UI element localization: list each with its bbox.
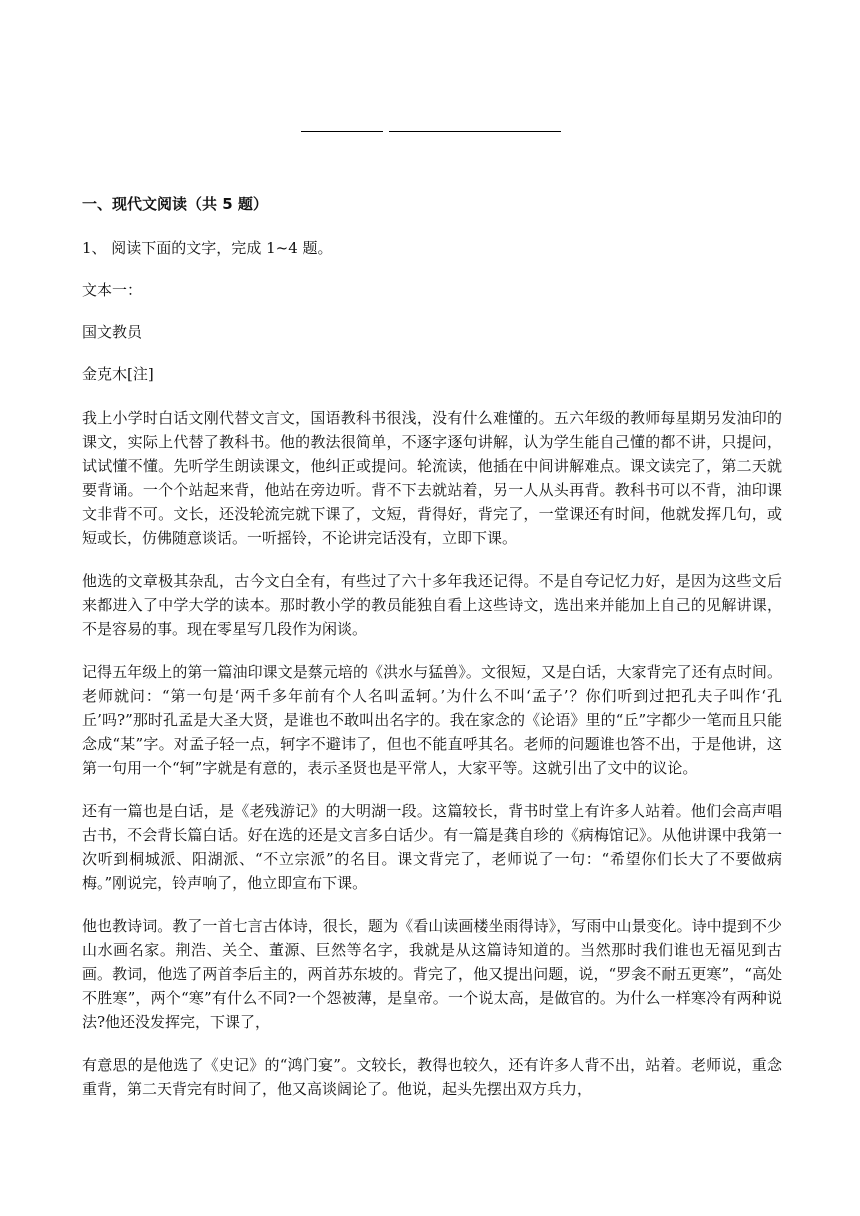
- paragraph: 有意思的是他选了《史记》的“鸿门宴”。文较长，教得也较久，还有许多人背不出，站着。老师说，重念重背，第二天背完有时间了，他又高谈阔论了。他说，起头先摆出双方兵力，: [82, 1056, 782, 1098]
- paragraph: 还有一篇也是白话，是《老残游记》的大明湖一段。这篇较长，背书时堂上有许多人站着。他们会高声唱古书，不会背长篇白话。好在选的还是文言多白话少。有一篇是龚自珍的《病梅馆记》。从他讲课中我第一次听到桐城派、阳湖派、“不立宗派”的名目。课文背完了，老师说了一句：“希望你们长大了不要做病梅。”刚说完，铃声响了，他立即宣布下课。: [82, 802, 782, 892]
- text-label: 文本一：: [82, 281, 143, 299]
- blank-line: [301, 131, 383, 132]
- paragraph: 记得五年级上的第一篇油印课文是蔡元培的《洪水与猛兽》。文很短，又是白话，大家背完了还有点时间。老师就问：“第一句是‘两千多年前有个人名叫孟轲。’为什么不叫‘孟子’？你们听到过把孔夫子叫作‘孔丘’吗?”那时孔孟是大圣大贤，是谁也不敢叫出名字的。我在家念的《论语》里的“丘”字都少一笔而且只能念成“某”字。对孟子轻一点，轲字不避讳了，但也不能直呼其名。老师的问题谁也答不出，于是他讲，这第一句用一个“轲”字就是有意的，表示圣贤也是平常人，大家平等。这就引出了文中的议论。: [82, 663, 782, 777]
- document-body: [82, 192, 782, 1120]
- article-author: 金克木[注]: [82, 365, 154, 383]
- article-title: 国文教员: [82, 323, 143, 341]
- paragraph: 他也教诗词。教了一首七言古体诗，很长，题为《看山读画楼坐雨得诗》，写雨中山景变化。诗中提到不少山水画名家。荆浩、关仝、董源、巨然等名字，我就是从这篇诗知道的。当然那时我们谁也无福见到古画。教词，他选了两首李后主的，两首苏东坡的。背完了，他又提出问题，说，“罗衾不耐五更寒”，“高处不胜寒”，两个“寒”有什么不同?一个怨被薄，是皇帝。一个说太高，是做官的。为什么一样寒冷有两种说法?他还没发挥完，下课了，: [82, 917, 782, 1031]
- paragraph: 他选的文章极其杂乱，古今文白全有，有些过了六十多年我还记得。不是自夸记忆力好，是因为这些文后来都进入了中学大学的读本。那时教小学的教员能独自看上这些诗文，选出来并能加上自己的见解讲课，不是容易的事。现在零星写几段作为闲谈。: [82, 572, 782, 638]
- header-blank-lines: [301, 118, 563, 132]
- paragraph: 我上小学时白话文刚代替文言文，国语教科书很浅，没有什么难懂的。五六年级的教师每星期另发油印的课文，实际上代替了教科书。他的教法很简单，不逐字逐句讲解，认为学生能自己懂的都不讲，只提问，试试懂不懂。先听学生朗读课文，他纠正或提问。轮流读，他插在中间讲解难点。课文读完了，第二天就要背诵。一个个站起来背，他站在旁边听。背不下去就站着，另一人从头再背。教科书可以不背，油印课文非背不可。文长，还没轮流完就下课了，文短，背得好，背完了，一堂课还有时间，他就发挥几句，或短或长，仿佛随意谈话。一听摇铃，不论讲完话没有，立即下课。: [82, 409, 782, 547]
- blank-line: [389, 131, 561, 132]
- question-intro: 1、 阅读下面的文字，完成 1~4 题。: [82, 239, 333, 257]
- section-title: 一、现代文阅读（共 5 题）: [82, 195, 268, 213]
